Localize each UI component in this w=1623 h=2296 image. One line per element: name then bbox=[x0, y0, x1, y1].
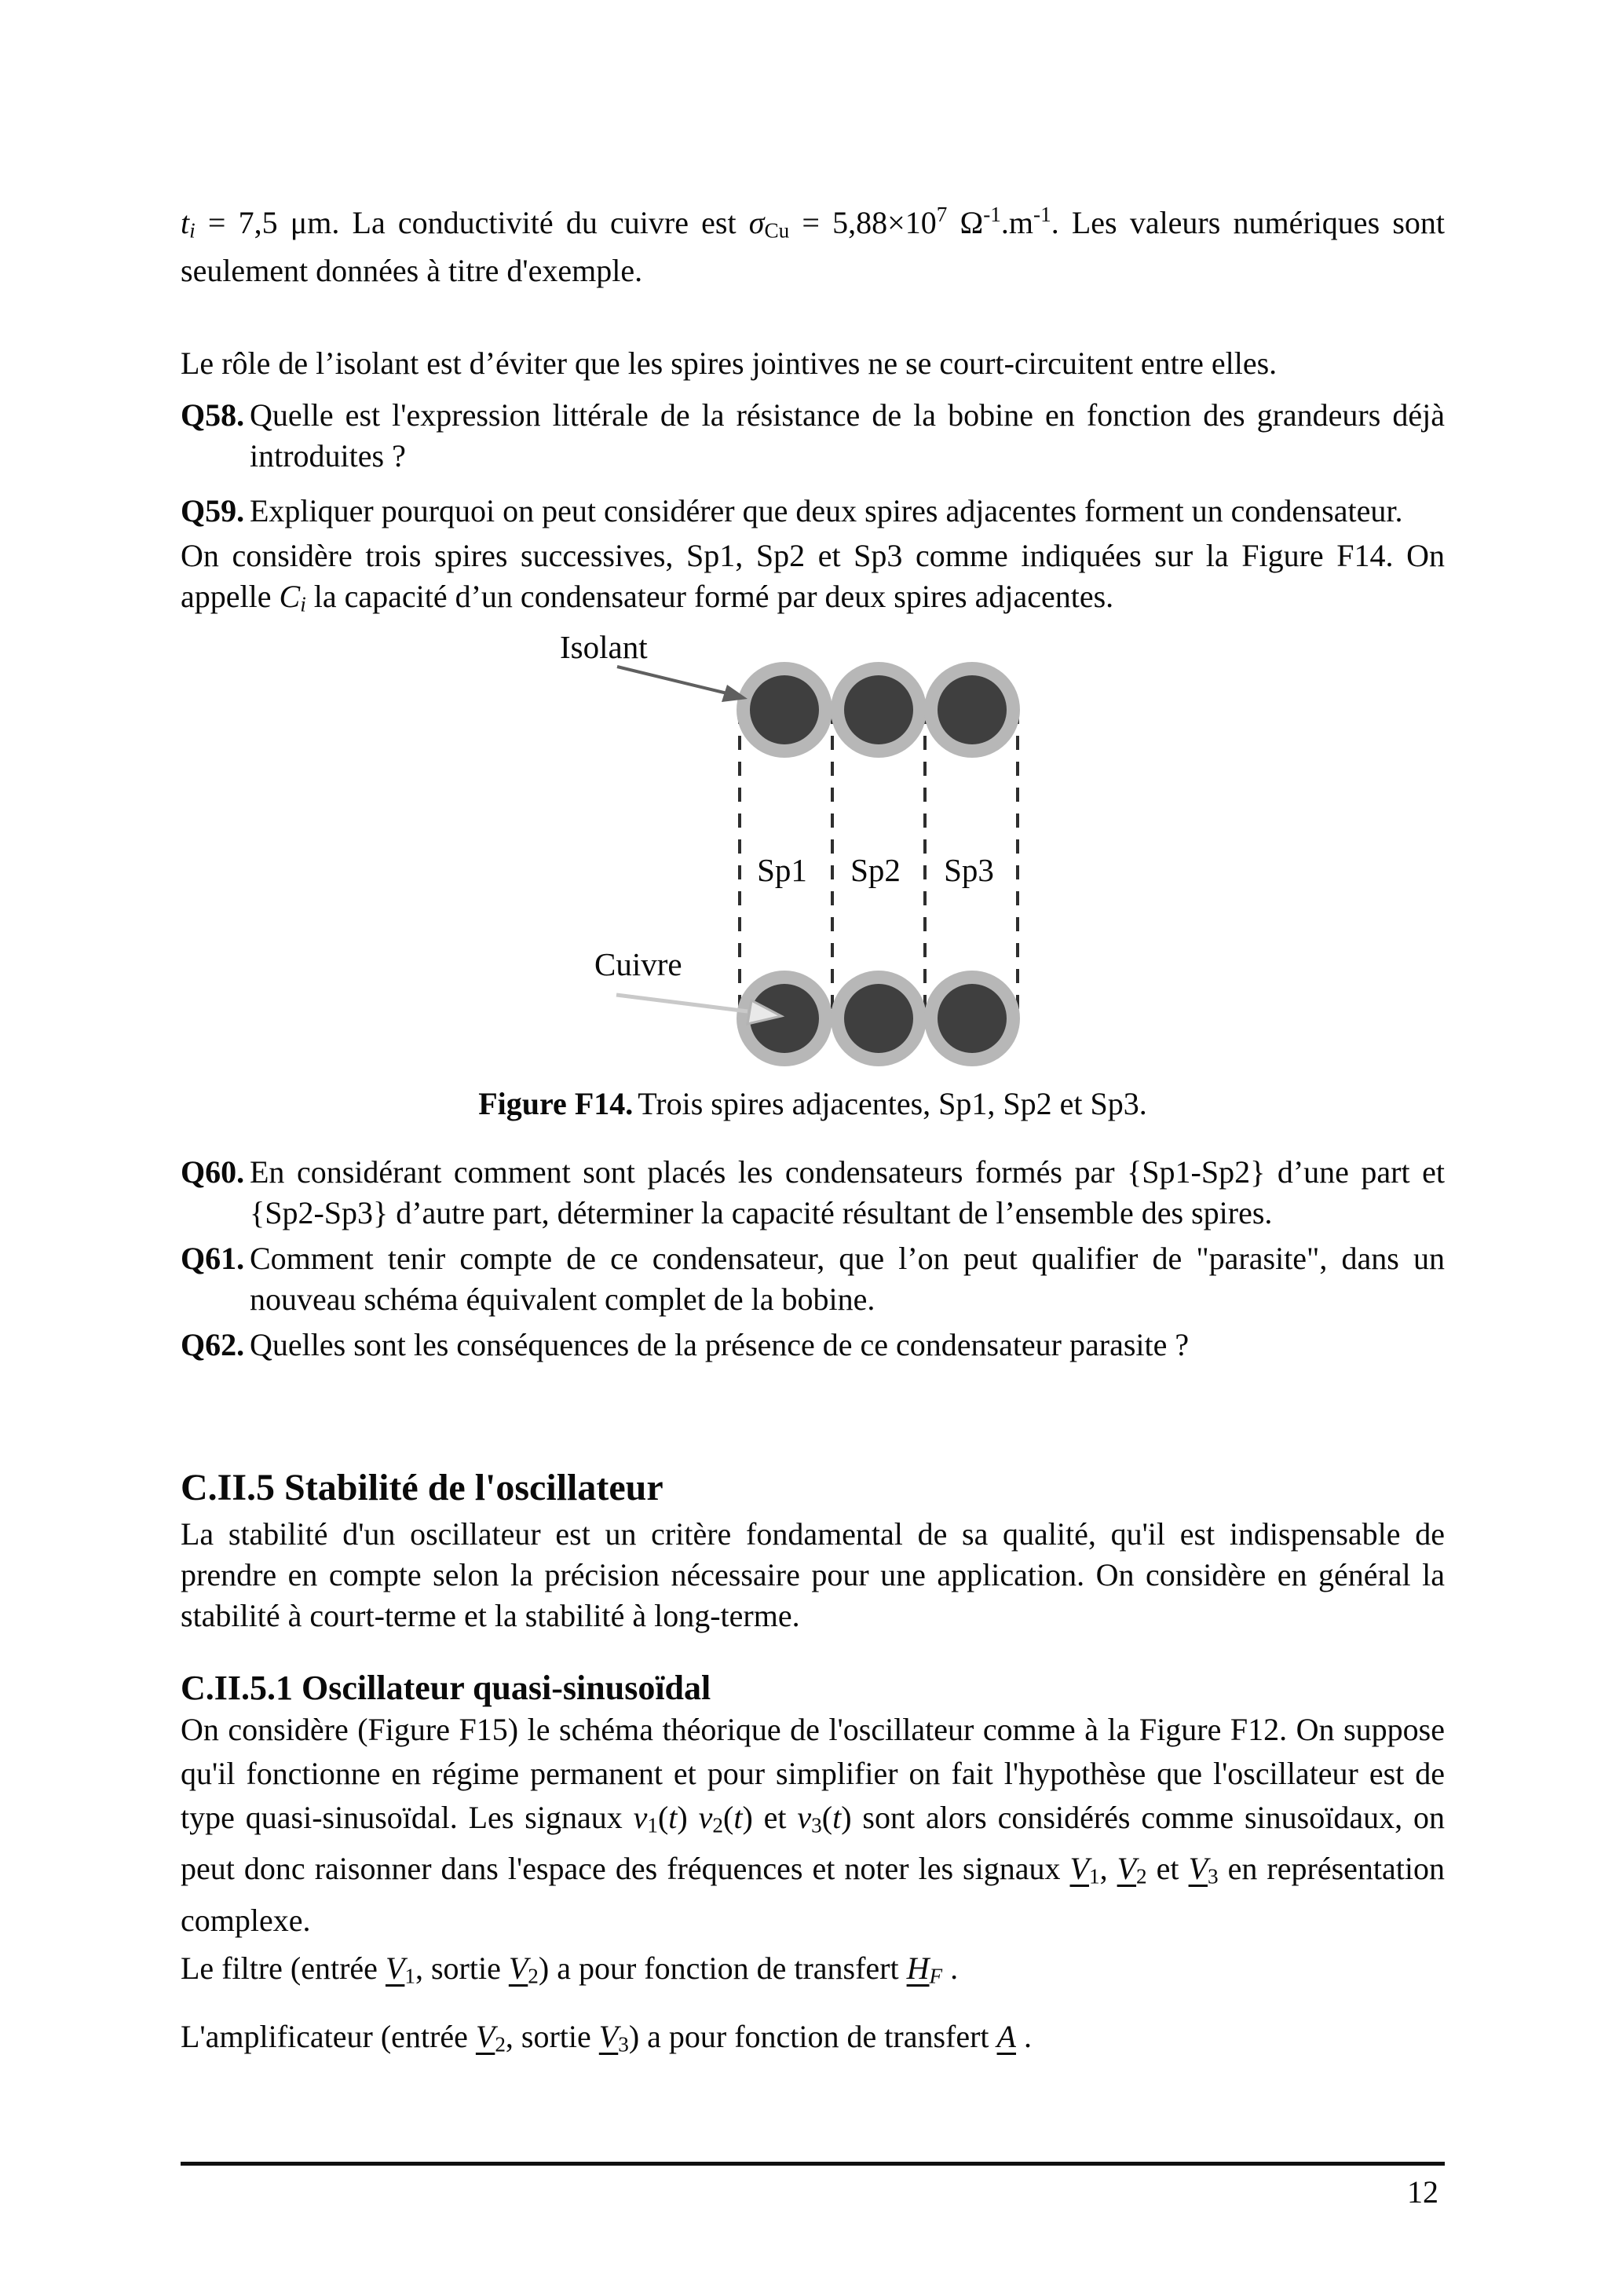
page-number: 12 bbox=[1407, 2174, 1438, 2210]
question-q60 bbox=[181, 1152, 1445, 1234]
figure-caption-number: Figure F14. bbox=[478, 1085, 634, 1121]
figure-f14 bbox=[181, 628, 1445, 1124]
spire-top-2-copper bbox=[844, 675, 913, 744]
paragraph-amplifier-transfer: L'amplificateur (entrée V2, sortie V3) a pour fonction de transfert A . bbox=[181, 2019, 1032, 2057]
question-q59 bbox=[181, 491, 1445, 532]
question-q59-text: Expliquer pourquoi on peut considérer que deux spires adjacentes forment un condensateur. bbox=[250, 493, 1403, 529]
question-q61-label: Q61. bbox=[181, 1240, 245, 1276]
sp2-label: Sp2 bbox=[850, 851, 901, 888]
spire-top-3-copper bbox=[938, 675, 1007, 744]
paragraph-three-spires: On considère trois spires successives, Sp1, Sp2 et Sp3 comme indiquées sur la Figure F14. On appelle Ci la capacité d’un condensateur formé par deux spires adjacentes. bbox=[181, 538, 1445, 616]
isolant-label: Isolant bbox=[560, 628, 648, 665]
page-content bbox=[181, 0, 1445, 2067]
question-q58 bbox=[181, 395, 1445, 477]
question-q61 bbox=[181, 1238, 1445, 1320]
figure-caption bbox=[181, 1084, 1445, 1124]
paragraph-oscillator-hypothesis: On considère (Figure F15) le schéma théorique de l'oscillateur comme à la Figure F12. On suppose qu'il fonctionne en régime permanent et pour simplifier on fait l'hypothèse que l'oscillateur est de type quasi-sinusoïdal. Les signaux v1(t) v2(t) et v3(t) sont alors considérés comme sinusoïdaux, on peut donc raisonner dans l'espace des fréquences et noter les signaux V1, V2 et V3 en représentation complexe. bbox=[181, 1711, 1445, 1938]
spire-bottom-3-copper bbox=[938, 984, 1007, 1053]
question-q60-text: En considérant comment sont placés les condensateurs formés par {Sp1-Sp2} d’une part et {Sp2-Sp3} d’autre part, déterminer la capacité résultant de l’ensemble des spires. bbox=[250, 1153, 1445, 1230]
spire-bottom-2-copper bbox=[844, 984, 913, 1053]
question-q59-label: Q59. bbox=[181, 493, 245, 529]
question-q61-text: Comment tenir compte de ce condensateur, que l’on peut qualifier de "parasite", dans un nouveau schéma équivalent complet de la bobine. bbox=[250, 1240, 1445, 1317]
question-q62-text: Quelles sont les conséquences de la présence de ce condensateur parasite ? bbox=[250, 1326, 1190, 1362]
question-q58-text: Quelle est l'expression littérale de la résistance de la bobine en fonction des grandeurs déjà introduites ? bbox=[250, 397, 1445, 474]
footer-divider bbox=[181, 2162, 1445, 2166]
question-q62 bbox=[181, 1325, 1445, 1366]
cuivre-arrow-shaft bbox=[616, 995, 748, 1011]
spire-top-1-copper bbox=[750, 675, 819, 744]
section-heading: C.II.5 Stabilité de l'oscillateur bbox=[181, 1466, 663, 1508]
sp3-label: Sp3 bbox=[944, 851, 994, 888]
question-q60-label: Q60. bbox=[181, 1153, 245, 1190]
page-footer bbox=[181, 2162, 1445, 2210]
sp1-label: Sp1 bbox=[757, 851, 807, 888]
question-q58-label: Q58. bbox=[181, 397, 245, 433]
figure-f14-drawing bbox=[181, 628, 1445, 1076]
paragraph-conductivity: ti = 7,5 μm. La conductivité du cuivre est $\sigma Cu = 5,88\times 10^7$ $\Omega^{-1}.m^{-1}$. Les valeurs numériques sont seulement données à titre d'exemple. bbox=[181, 203, 1445, 289]
figure-caption-text: Trois spires adjacentes, Sp1, Sp2 et Sp3. bbox=[638, 1085, 1147, 1121]
cuivre-label: Cuivre bbox=[594, 945, 682, 982]
paragraph-insulator-role: Le rôle de l’isolant est d’éviter que les spires jointives ne se court-circuitent entre elles. bbox=[181, 345, 1278, 382]
paragraph-stability: La stabilité d'un oscillateur est un critère fondamental de sa qualité, qu'il est indispensable de prendre en compte selon la précision nécessaire pour une application. On considère en général la stabilité à court-terme et la stabilité à long-terme. bbox=[181, 1515, 1445, 1633]
subsection-heading: C.II.5.1 Oscillateur quasi-sinusoïdal bbox=[181, 1668, 711, 1707]
paragraph-filter-transfer: Le filtre (entrée V1, sortie V2) a pour fonction de transfert HF . bbox=[181, 1950, 959, 1988]
isolant-arrow-shaft bbox=[617, 667, 727, 693]
question-q62-label: Q62. bbox=[181, 1326, 245, 1362]
